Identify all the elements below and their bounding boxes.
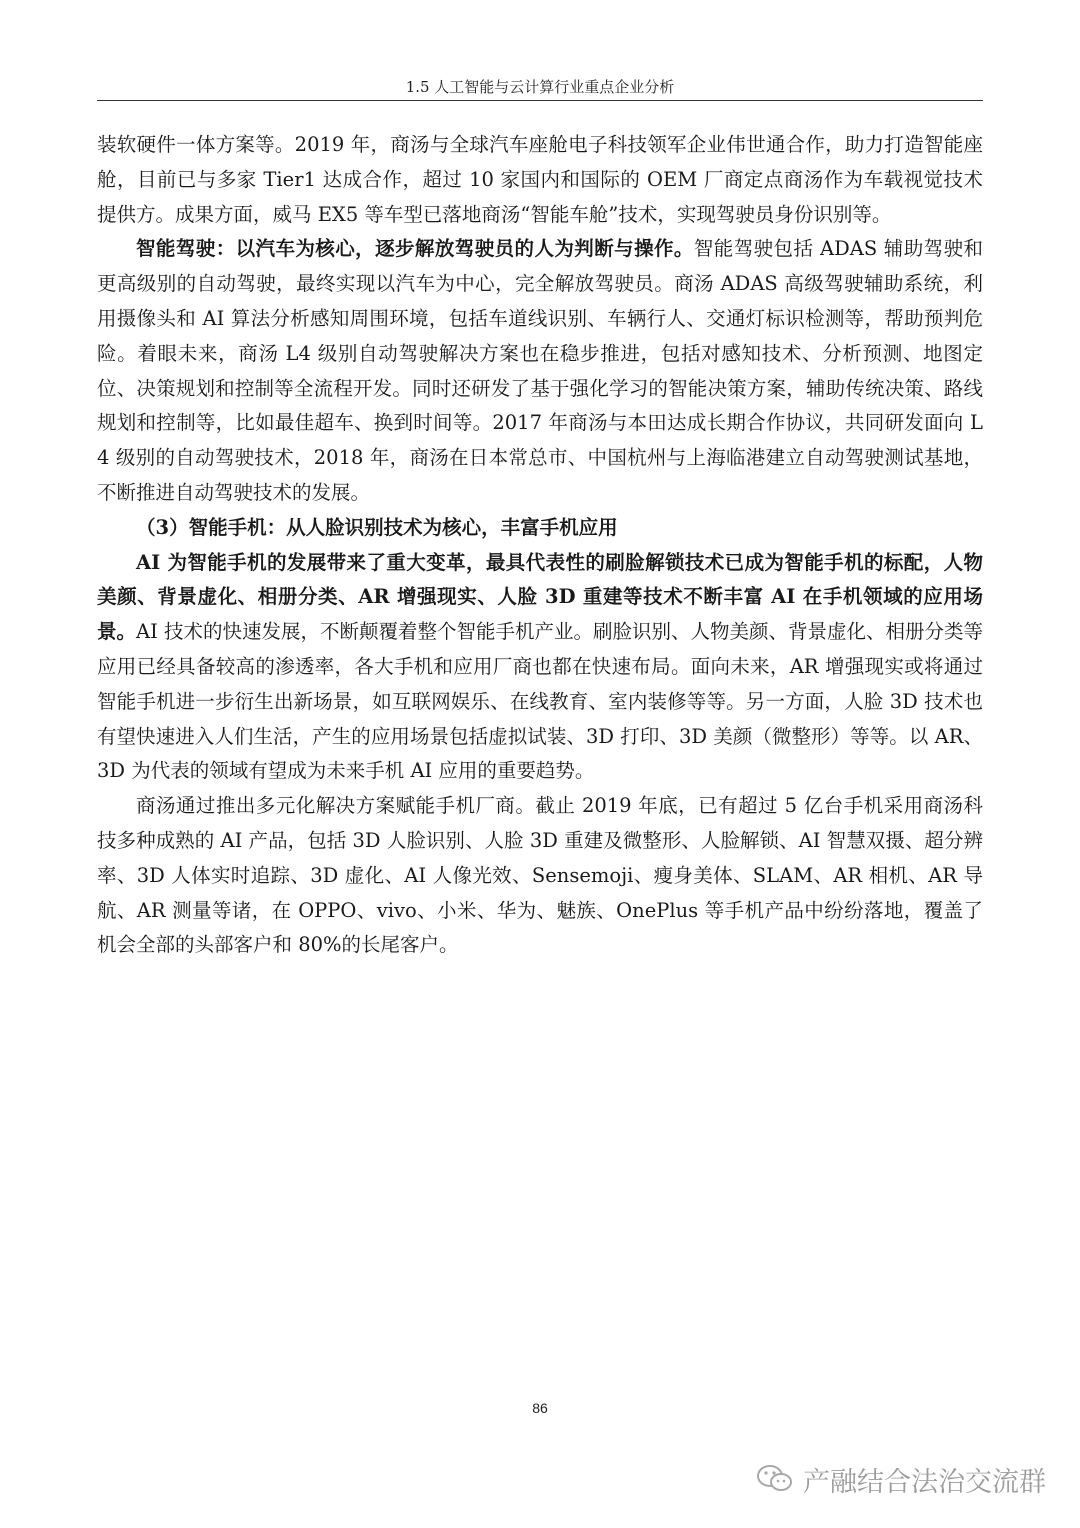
paragraph-smartphone-ai [97,546,983,790]
paragraph-smart-driving-text: 智能驾驶包括 ADAS 辅助驾驶和更高级别的自动驾驶，最终实现以汽车为中心，完全解放驾驶员。商汤 ADAS 高级驾驶辅助系统，利用摄像头和 AI 算法分析感知周围环境，包括车道线识别、车辆行人、交通灯标识检测等，帮助预判危险。着眼未来，商汤 L4 级别自动驾驶解决方案也在稳步推进，包括对感知技术、分析预测、地图定位、决策规划和控制等全流程开发。同时还研发了基于强化学习的智能决策方案，辅助传统决策、路线规划和控制等，比如最佳超车、换到时间等。2017 年商汤与本田达成长期合作协议，共同研发面向 L4 级别的自动驾驶技术，2018 年，商汤在日本常总市、中国杭州与上海临港建立自动驾驶测试基地，不断推进自动驾驶技术的发展。 [97,237,983,504]
header-title: 1.5 人工智能与云计算行业重点企业分析 [405,78,675,96]
paragraph-smart-driving [97,232,983,510]
paragraph-smartphone-ai-text: AI 技术的快速发展，不断颠覆着整个智能手机产业。刷脸识别、人物美颜、背景虚化、相册分类等应用已经具备较高的渗透率，各大手机和应用厂商也都在快速布局。面向未来，AR 增强现实或将通过智能手机进一步衍生出新场景，如互联网娱乐、在线教育、室内装修等等。另一方面，人脸 3D 技术也有望快速进入人们生活，产生的应用场景包括虚拟试装、3D 打印、3D 美颜（微整形）等等。以 AR、3D 为代表的领域有望成为未来手机 AI 应用的重要趋势。 [97,620,983,783]
wechat-icon [755,1462,795,1496]
page-number: 86 [532,1400,548,1416]
paragraph-smartphone-ai-lead: AI 为智能手机的发展带来了重大变革，最具代表性的刷脸解锁技术已成为智能手机的标配，人物美颜、背景虚化、相册分类、AR 增强现实、人脸 3D 重建等技术不断丰富 AI 在手机领域的应用场景。 [97,550,983,644]
paragraph-smart-driving-lead: 智能驾驶：以汽车为核心，逐步解放驾驶员的人为判断与操作。 [136,237,694,261]
page-header [97,74,983,101]
section-subheading: （3）智能手机：从人脸识别技术为核心，丰富手机应用 [136,515,618,539]
paragraph-sensetime-phones: 商汤通过推出多元化解决方案赋能手机厂商。截止 2019 年底，已有超过 5 亿台手机采用商汤科技多种成熟的 AI 产品，包括 3D 人脸识别、人脸 3D 重建及微整形、人脸解锁、AI 智慧双摄、超分辨率、3D 人体实时追踪、3D 虚化、AI 人像光效、Sensemoji、瘦身美体、SLAM、AR 相机、AR 导航、AR 测量等诸，在 OPPO、vivo、小米、华为、魅族、OnePlus 等手机产品中纷纷落地，覆盖了机会全部的头部客户和 80%的长尾客户。 [97,794,983,957]
watermark-text: 产融结合法治交流群 [803,1466,1046,1498]
paragraph-smart-cockpit: 装软硬件一体方案等。2019 年，商汤与全球汽车座舱电子科技领军企业伟世通合作，助力打造智能座舱，目前已与多家 Tier1 达成合作，超过 10 家国内和国际的 OEM 厂商定点商汤作为车载视觉技术提供方。成果方面，威马 EX5 等车型已落地商汤“智能车舱”技术，实现驾驶员身份识别等。 [97,133,983,226]
watermark [755,1459,1046,1499]
document-body [97,128,983,963]
